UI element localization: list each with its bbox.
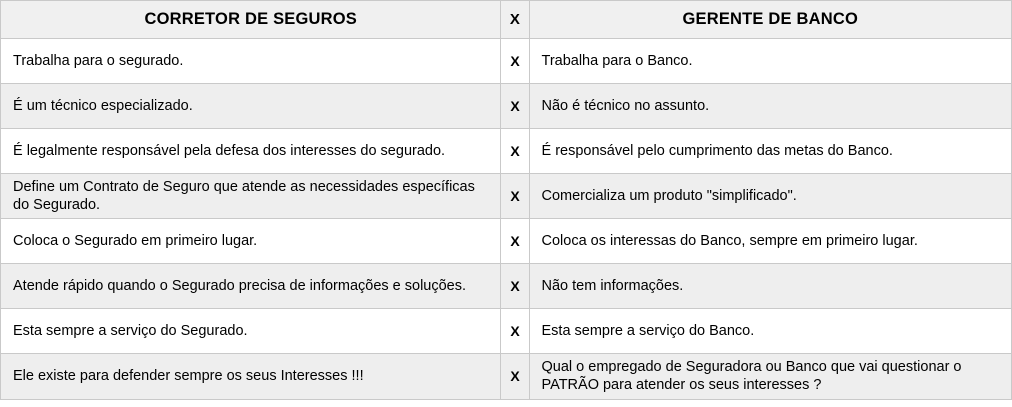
row-middle-marker: X [501, 309, 529, 354]
row-right-text: Esta sempre a serviço do Banco. [529, 309, 1012, 354]
header-right: GERENTE DE BANCO [529, 1, 1012, 39]
row-middle-marker: X [501, 264, 529, 309]
row-left-text: Coloca o Segurado em primeiro lugar. [1, 219, 501, 264]
row-middle-marker: X [501, 219, 529, 264]
row-right-text: Qual o empregado de Seguradora ou Banco que vai questionar o PATRÃO para atender os seus interesses ? [529, 354, 1012, 399]
row-left-text: Atende rápido quando o Segurado precisa de informações e soluções. [1, 264, 501, 309]
table-row [1, 39, 1012, 84]
row-right-text: Coloca os interessas do Banco, sempre em primeiro lugar. [529, 219, 1012, 264]
table-body [1, 39, 1012, 400]
row-right-text: Comercializa um produto "simplificado". [529, 174, 1012, 219]
row-right-text: Não é técnico no assunto. [529, 84, 1012, 129]
row-middle-marker: X [501, 354, 529, 399]
row-left-text: Trabalha para o segurado. [1, 39, 501, 84]
row-left-text: É um técnico especializado. [1, 84, 501, 129]
row-right-text: Não tem informações. [529, 264, 1012, 309]
row-left-text: Ele existe para defender sempre os seus Interesses !!! [1, 354, 501, 399]
row-right-text: Trabalha para o Banco. [529, 39, 1012, 84]
table-row [1, 354, 1012, 399]
row-right-text: É responsável pelo cumprimento das metas do Banco. [529, 129, 1012, 174]
table-row [1, 264, 1012, 309]
table-header-row [1, 1, 1012, 39]
table-row [1, 129, 1012, 174]
table-header [1, 1, 1012, 39]
table-row [1, 309, 1012, 354]
header-middle: X [501, 1, 529, 39]
row-middle-marker: X [501, 129, 529, 174]
row-left-text: Define um Contrato de Seguro que atende as necessidades específicas do Segurado. [1, 174, 501, 219]
table-row [1, 84, 1012, 129]
table-row [1, 219, 1012, 264]
row-middle-marker: X [501, 174, 529, 219]
row-left-text: É legalmente responsável pela defesa dos interesses do segurado. [1, 129, 501, 174]
row-middle-marker: X [501, 39, 529, 84]
row-left-text: Esta sempre a serviço do Segurado. [1, 309, 501, 354]
header-left: CORRETOR DE SEGUROS [1, 1, 501, 39]
row-middle-marker: X [501, 84, 529, 129]
table-row [1, 174, 1012, 219]
